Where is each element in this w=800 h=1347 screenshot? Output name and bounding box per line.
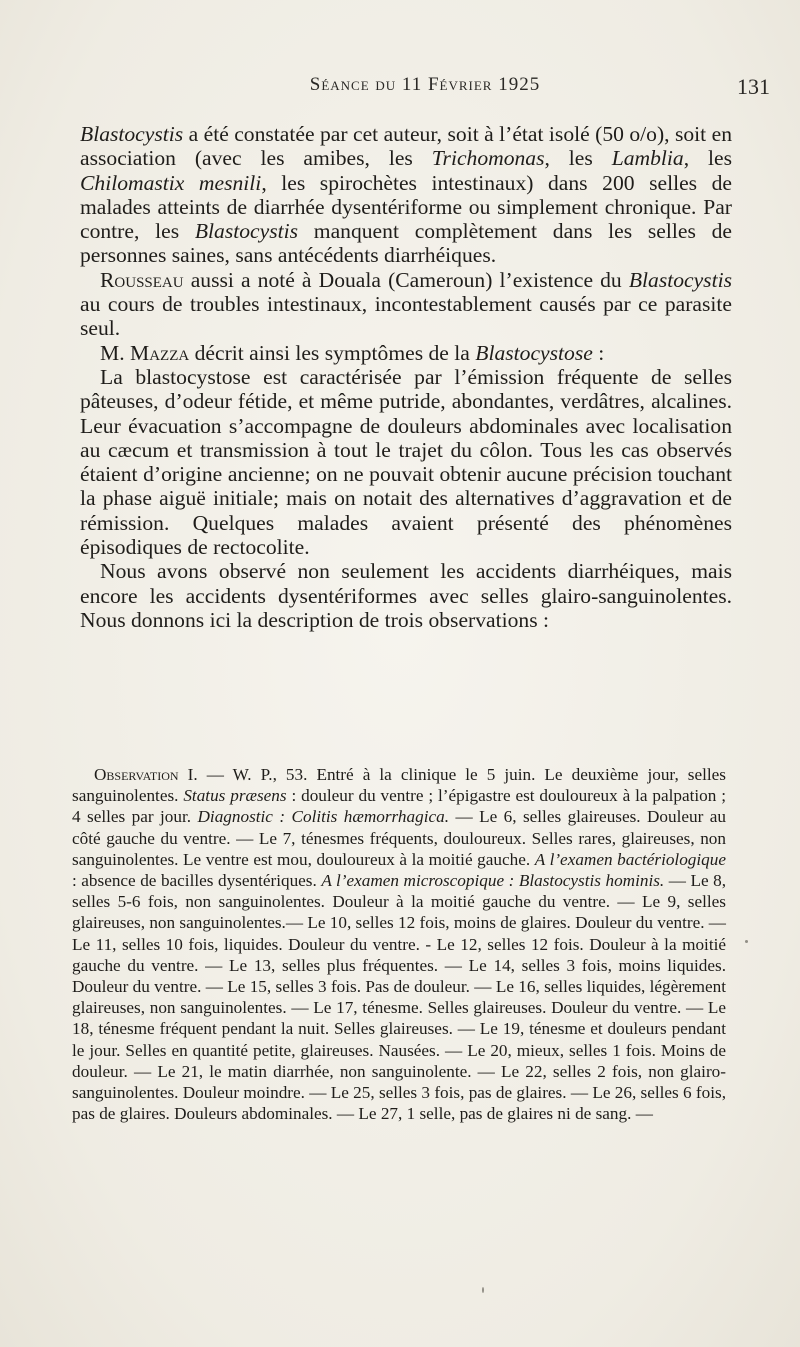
observation-block <box>72 764 726 1124</box>
text-span: , les <box>683 146 732 171</box>
text-span: décrit ainsi les symptômes de la <box>189 340 476 365</box>
paragraph-3 <box>80 341 732 365</box>
text-span: a été constatée par cet auteur, soit à l’état isolé (50 o/o), soit en association (avec les amibes, les <box>80 122 732 171</box>
italic-term: Blastocystis <box>80 122 184 146</box>
text-span: : absence de bacilles dysentériques. <box>72 871 322 891</box>
text-span: aussi a noté à Douala (Cameroun) l’existence du <box>183 267 629 292</box>
text-span: , les <box>544 146 612 171</box>
main-text <box>80 122 732 632</box>
page-number: 131 <box>737 74 770 99</box>
paragraph-1 <box>80 122 732 268</box>
observation-1 <box>72 764 726 1124</box>
author-name: Rousseau <box>100 267 184 292</box>
text-span: — Le 6, selles glaireuses. Douleur au côté gauche du ventre. — Le 7, ténesmes fréquents, douloureux. Selles rares, glaireuses, non sanguinolentes. Le ventre est mou, douloureux à la moitié gauche. <box>72 807 726 869</box>
text-span: , les spirochètes intestinaux) dans 200 selles de malades atteints de diarrhée dysentériforme ou simplement chronique. Par contre, les <box>80 170 732 244</box>
text-span: manquent complètement dans les selles de personnes saines, sans antécédents diarrhéiques. <box>80 219 732 268</box>
text-span: M. <box>100 340 130 365</box>
print-speck <box>745 940 748 943</box>
observation-label: Observation I. <box>94 765 198 784</box>
italic-term: Blastocystis <box>628 267 732 292</box>
text-span: : douleur du ventre ; l’épigastre est douloureux à la palpation ; 4 selles par jour. <box>72 786 726 827</box>
text-span: — W. P., 53. Entré à la clinique le 5 juin. Le deuxième jour, selles sanguinolentes. <box>72 765 726 806</box>
paragraph-4-quote: La blastocystose est caractérisée par l’émission fréquente de selles pâteuses, d’odeur fétide, et même putride, abondantes, verdâtres, alcalines. Leur évacuation s’accompagne de douleurs abdominales avec localisation au cæcum et transmission à tout le trajet du côlon. Tous les cas observés étaient d’origine ancienne; on ne pouvait obtenir aucune précision touchant la phase aiguë initiale; mais on notait des alternatives d’aggravation et de rémission. Quelques malades avaient présenté des phénomènes épisodiques de rectocolite. <box>80 364 732 560</box>
print-speck <box>482 1287 484 1293</box>
text-span: au cours de troubles intestinaux, incontestablement causés par ce parasite seul. <box>80 292 732 341</box>
italic-term: Lamblia <box>611 146 684 171</box>
paragraph-5: Nous avons observé non seulement les accidents diarrhéiques, mais encore les accidents dysentériformes avec selles glairo-sanguinolentes. Nous donnons ici la description de trois observations : <box>80 559 732 632</box>
running-title: Séance du 11 Février 1925 <box>309 74 541 95</box>
text-span: — Le 8, selles 5-6 fois, non sanguinolentes. Douleur à la moitié gauche du ventre. — Le 9, selles glaireuses, non sanguinolentes.— Le 10, selles 12 fois, moins de glaires. Douleur du ventre. — Le 11, selles 10 fois, liquides. Douleur du ventre. - Le 12, selles 12 fois. Douleur à la moitié gauche du ventre. — Le 13, selles plus fréquentes. — Le 14, selles 3 fois, moins liquides. Douleur du ventre. — Le 15, selles 3 fois. Pas de douleur. — Le 16, selles liquides, légèrement glaireuses, non sanguinolentes. — Le 17, ténesme. Selles glaireuses. Douleur du ventre. — Le 18, ténesme fréquent pendant la nuit. Selles glaireuses. — Le 19, ténesme et douleurs pendant le jour. Selles en quantité petite, glaireuses. Nausées. — Le 20, mieux, selles 1 fois. Moins de douleur. — Le 21, le matin diarrhée, non sanguinolente. — Le 22, selles 2 fois, non glairo-sanguinolentes. Douleur moindre. — Le 25, selles 3 fois, pas de glaires. — Le 26, selles 6 fois, pas de glaires. Douleurs abdominales. — Le 27, 1 selle, pas de glaires ni de sang. — <box>72 871 727 1124</box>
italic-term: Diagnostic : Colitis hæmorrhagica. <box>197 807 450 827</box>
italic-term: Chilomastix mesnili <box>80 170 262 195</box>
italic-term: Blastocystis <box>194 219 299 244</box>
italic-term: Status præsens <box>183 786 287 806</box>
author-name: Mazza <box>130 340 190 365</box>
italic-term: Blastocystose <box>475 340 593 365</box>
text-span: : <box>592 340 605 365</box>
paragraph-2 <box>80 268 732 341</box>
running-header <box>80 74 770 104</box>
italic-term: A l’examen microscopique : Blastocystis hominis. <box>321 871 665 891</box>
italic-term: A l’examen bactériologique <box>534 849 726 869</box>
italic-term: Trichomonas <box>431 146 545 171</box>
